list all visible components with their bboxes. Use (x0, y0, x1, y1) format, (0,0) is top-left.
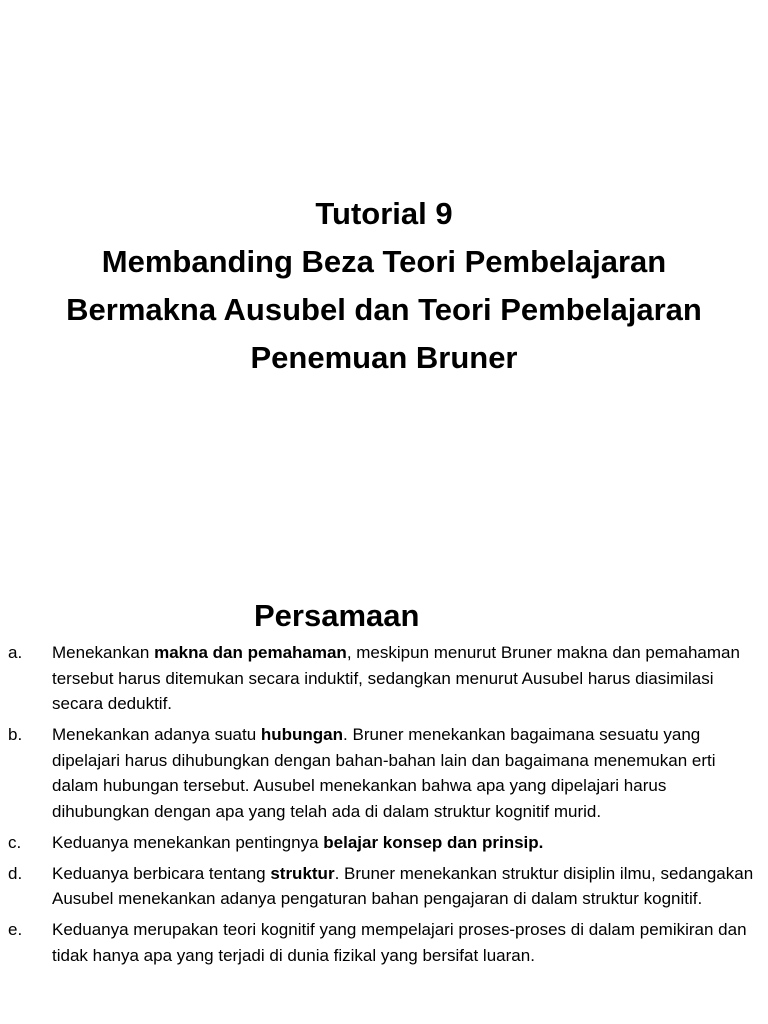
list-item-text: Keduanya merupakan teori kognitif yang mempelajari proses-proses di dalam pemikiran dan tidak hanya apa yang terjadi di dunia fizikal yang bersifat luaran. (52, 920, 747, 965)
list-marker: c. (8, 832, 22, 852)
list-marker: a. (8, 643, 23, 662)
list-item (0, 861, 768, 912)
list-item (0, 722, 768, 824)
title-line-3: Bermakna Ausubel dan Teori Pembelajaran (66, 292, 702, 327)
list-item (0, 830, 768, 856)
points-list (0, 640, 768, 974)
list-marker: b. (8, 725, 23, 744)
list-item-text: Keduanya menekankan pentingnya belajar konsep dan prinsip. (52, 832, 544, 852)
list-marker: e. (8, 920, 23, 939)
list-item-text: Menekankan makna dan pemahaman, meskipun menurut Bruner makna dan pemahaman tersebut harus ditemukan secara induktif, sedangkan menurut Ausubel harus diasimilasi secara deduktif. (52, 643, 740, 713)
title-line-1: Tutorial 9 (315, 196, 453, 231)
list-item-text: Keduanya berbicara tentang struktur. Bruner menekankan struktur disiplin ilmu, sedangakan Ausubel menekankan adanya pengaturan bahan pengajaran di dalam struktur kognitif. (52, 863, 754, 908)
section-heading: Persamaan (254, 598, 420, 633)
slide-title (0, 190, 768, 382)
title-line-4: Penemuan Bruner (250, 340, 518, 375)
list-marker: d. (8, 863, 23, 883)
list-item (0, 917, 768, 968)
title-line-2: Membanding Beza Teori Pembelajaran (101, 244, 667, 279)
list-item (0, 640, 768, 717)
list-item-text: Menekankan adanya suatu hubungan. Bruner menekankan bagaimana sesuatu yang dipelajari harus dihubungkan dengan bahan-bahan lain dan bagaimana menemukan erti dalam hubungan tersebut. Ausubel menekankan bahwa apa yang dipelajari harus dihubungkan dengan apa yang telah ada di dalam struktur kognitif murid. (52, 725, 716, 821)
